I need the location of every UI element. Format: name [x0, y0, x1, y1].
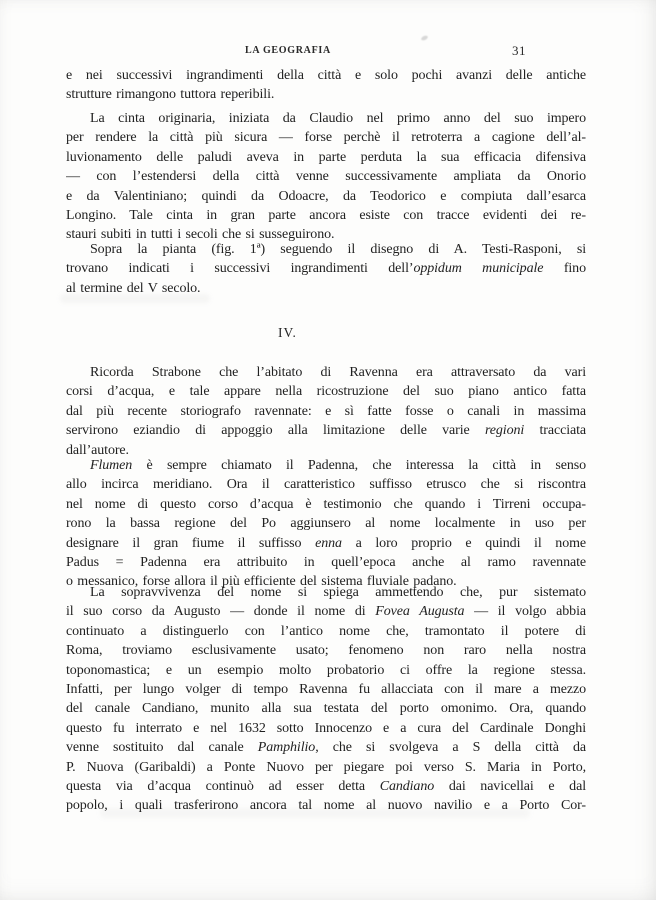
text-line	[66, 402, 586, 421]
text-segment: venne sostituito dal canale	[66, 740, 258, 756]
text-segment: nel nome di questo corso d’acqua è testimonio che quando i Tirreni occupa-	[66, 496, 586, 512]
text-line	[66, 167, 586, 186]
text-segment: tracciata	[524, 423, 586, 439]
text-segment: allo incirca meridiano. Ora il caratteristico suffisso etrusco che si riscontra	[66, 477, 586, 493]
text-segment: La cinta originaria, iniziata da Claudio nel primo anno del suo impero	[90, 111, 586, 126]
text-segment: — con l’estendersi della città venne successivamente ampliata da Onorio	[66, 169, 586, 185]
text-segment: La sopravvivenza del nome si spiega ammettendo che, pur sistemato	[90, 585, 586, 600]
text-segment: — il volgo abbia	[464, 604, 586, 620]
text-line	[66, 259, 586, 278]
text-segment: servirono eziandio di appoggio alla limitazione delle varie	[66, 423, 485, 439]
paragraph	[66, 240, 586, 298]
text-line	[66, 583, 586, 602]
text-segment: a loro proprio e quindi il nome	[341, 535, 586, 551]
italic-text-segment: oppidum municipale	[413, 261, 544, 277]
text-line	[66, 128, 586, 147]
text-line	[66, 661, 586, 680]
text-line	[66, 495, 586, 514]
italic-text-segment: Candiano	[379, 778, 435, 794]
paragraph	[66, 363, 586, 460]
text-segment: questo fu interrato e nel 1632 sotto Innocenzo e a cura del Cardinale Donghi	[66, 720, 586, 736]
text-segment: popolo, i quali trasferirono ancora tal nome al nuovo navilio e a Porto Cor-	[66, 798, 586, 814]
paragraph	[66, 66, 586, 105]
text-segment: il suo corso da Augusto — donde il nome di	[66, 604, 376, 620]
text-line	[66, 456, 586, 475]
paragraph	[66, 456, 586, 592]
text-line	[66, 475, 586, 494]
text-line	[66, 738, 586, 757]
text-segment: per rendere la città più sicura — forse perchè il retroterra a cagione dell’al-	[66, 130, 586, 146]
text-segment: Roma, troviamo esclusivamente usato; fenomeno non raro nella nostra	[66, 643, 586, 659]
text-segment: strutture rimangono tuttora reperibili.	[66, 87, 275, 103]
section-heading: IV.	[278, 325, 297, 340]
text-line	[66, 680, 586, 699]
journal-title: LA GEOGRAFIA	[245, 45, 331, 56]
text-segment: Longino. Tale cinta in gran parte ancora esiste con tracce evidenti dei re-	[66, 207, 586, 223]
text-line	[66, 363, 586, 382]
text-segment: e da Valentiniano; quindi da Odoacre, da Teodorico e compiuta dall’esarca	[66, 188, 586, 204]
text-segment: rono la bassa regione del Po aggiunsero al nome localmente in uso per	[66, 516, 586, 532]
text-segment: Infatti, per lungo volger di tempo Ravenna fu allacciata con il mare a mezzo	[66, 681, 586, 697]
text-segment: Ricorda Strabone che l’abitato di Ravenna era attraversato da vari	[90, 365, 586, 380]
text-segment: , che si svolgeva a S della città da	[315, 740, 586, 756]
text-segment: o messanico, forse allora il più efficiente del sistema fluviale padano.	[66, 574, 457, 590]
text-segment: trovano indicati i successivi ingrandimenti dell’	[66, 261, 414, 277]
text-line	[66, 641, 586, 660]
text-segment: e nei successivi ingrandimenti della città e solo pochi avanzi delle antiche	[66, 68, 586, 83]
text-line	[66, 187, 586, 206]
text-line	[66, 148, 586, 167]
text-line	[66, 796, 586, 815]
text-segment: corsi d’acqua, e tale appare nella ricostruzione del suo piano antico fatta	[66, 384, 586, 400]
paragraph	[66, 109, 586, 245]
text-line	[66, 602, 586, 621]
text-line	[66, 699, 586, 718]
text-segment: questa via d’acqua continuò ad esser detta	[66, 778, 380, 794]
text-segment: dall’autore.	[66, 442, 129, 458]
italic-text-segment: Flumen	[90, 458, 133, 473]
text-segment: è sempre chiamato il Padenna, che interessa la città in senso	[132, 458, 586, 473]
text-segment: designare il gran fiume il suffisso	[66, 535, 316, 551]
text-line	[66, 777, 586, 796]
text-line	[66, 534, 586, 553]
text-line	[66, 553, 586, 572]
text-line	[66, 514, 586, 533]
text-line	[66, 382, 586, 401]
text-line	[66, 206, 586, 225]
text-segment: stauri subiti in tutti i secoli che si susseguirono.	[66, 227, 335, 243]
text-line	[66, 758, 586, 777]
text-block	[66, 0, 586, 900]
text-line	[66, 109, 586, 128]
text-segment: toponomastica; e un esempio molto probatorio ci offre la regione stessa.	[66, 662, 586, 678]
text-segment: del canale Candiano, munito alla sua testata del porto omonimo. Ora, quando	[66, 701, 586, 717]
text-segment: continuato a distinguerlo con l’antico nome che, tramontato il potere di	[66, 623, 586, 639]
italic-text-segment: regioni	[484, 423, 525, 439]
text-line	[66, 719, 586, 738]
text-line	[66, 421, 586, 440]
text-line	[66, 240, 586, 259]
text-line	[66, 85, 586, 104]
page-number: 31	[512, 43, 526, 58]
text-segment: Padus = Padenna era attribuito in quell’epoca anche al ramo ravennate	[66, 554, 586, 570]
text-segment: P. Nuova (Garibaldi) a Ponte Nuovo per piegare poi verso S. Maria in Porto,	[66, 759, 586, 775]
text-segment: dai navicellai e dal	[434, 778, 586, 794]
paragraph	[66, 583, 586, 816]
text-line	[66, 279, 586, 298]
text-segment: luvionamento delle paludi aveva in parte perduta la sua efficacia difensiva	[66, 149, 586, 165]
text-segment: Sopra la pianta (fig. 1ª) seguendo il disegno di A. Testi-Rasponi, si	[90, 242, 586, 257]
italic-text-segment: Fovea Augusta	[375, 604, 465, 620]
text-segment: dal più recente storiografo ravennate: e sì fatte fosse o canali in massima	[66, 403, 586, 419]
text-line	[66, 622, 586, 641]
text-segment: al termine del V secolo.	[66, 280, 201, 296]
italic-text-segment: Pamphilio	[257, 740, 316, 756]
italic-text-segment: enna	[315, 535, 342, 551]
text-segment: fino	[543, 261, 586, 277]
text-line	[66, 66, 586, 85]
